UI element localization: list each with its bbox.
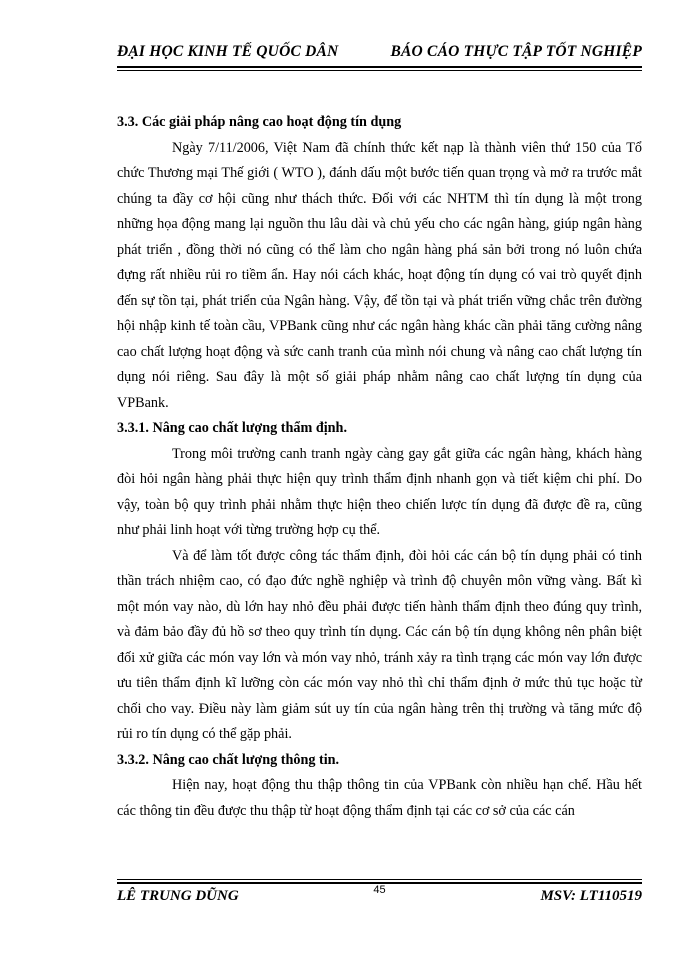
header-report-title: BÁO CÁO THỰC TẬP TỐT NGHIỆP — [390, 43, 642, 60]
paragraph: Trong môi trường canh tranh ngày càng gay gắt giữa các ngân hàng, khách hàng đòi hỏi ngân hàng phải thực hiện quy trình thẩm định nhanh gọn và tiết kiệm chi phí. Do vậy, toàn bộ quy trình phải nhằm thực hiện theo chiến lược tín dụng đã được đề ra, cũng như phải linh hoạt với từng trường hợp cụ thể. — [117, 445, 642, 538]
section-heading-3-3-2: 3.3.2. Nâng cao chất lượng thông tin. — [117, 751, 340, 768]
footer-student-id: MSV: LT110519 — [540, 887, 642, 904]
page-header — [117, 40, 642, 64]
document-body — [117, 110, 642, 824]
footer-author: LÊ TRUNG DŨNG — [117, 887, 239, 904]
paragraph: Và để làm tốt được công tác thẩm định, đòi hỏi các cán bộ tín dụng phải có tinh thần trách nhiệm cao, có đạo đức nghề nghiệp và trình độ chuyên môn vững vàng. Bất kì một món vay nào, dù lớn hay nhỏ đều phải được tiến hành thẩm định theo đúng quy trình, và đảm bảo đầy đủ hồ sơ theo quy trình tín dụng. Các cán bộ tín dụng không nên phân biệt đối xử giữa các món vay lớn và món vay nhỏ, tránh xảy ra tình trạng các món vay lớn được ưu tiên thẩm định kĩ lưỡng còn các món vay nhỏ thì chỉ thẩm định ở mức thủ tục hoặc từ chối cho vay. Điều này làm giảm sút uy tín của ngân hàng trên thị trường và tăng mức độ rủi ro tín dụng có thể gặp phải. — [117, 547, 642, 742]
page-footer — [117, 885, 642, 907]
header-rule-thin — [117, 70, 642, 71]
paragraph: Hiện nay, hoạt động thu thập thông tin của VPBank còn nhiều hạn chế. Hầu hết các thông tin đều được thu thập từ hoạt động thẩm định tại các cơ sở của các cán — [117, 777, 642, 819]
section-heading-3-3-1: 3.3.1. Nâng cao chất lượng thẩm định. — [117, 420, 347, 436]
header-rule-thick — [117, 66, 642, 68]
header-university: ĐẠI HỌC KINH TẾ QUỐC DÂN — [117, 43, 339, 60]
paragraph: Ngày 7/11/2006, Việt Nam đã chính thức kết nạp là thành viên thứ 150 của Tổ chức Thương mại Thế giới ( WTO ), đánh dấu một bước tiến quan trọng và mở ra trước mắt chúng ta đầy cơ hội cũng như thách thức. Đối với các NHTM thì tín dụng là một trong những họa động mang lại nguồn thu lâu dài và chủ yếu cho các ngân hàng, giúp ngân hàng phát triển , đồng thời nó cũng có thể làm cho ngân hàng phá sản bởi trong nó luôn chứa đựng rất nhiều rủi ro tiềm ẩn. Hay nói cách khác, hoạt động tín dụng có vai trò quyết định đến sự tồn tại, phát triển của Ngân hàng. Vậy, để tồn tại và phát triển vững chắc trên đường hội nhập kinh tế toàn cầu, VPBank cũng như các ngân hàng khác cần phải tăng cường nâng cao chất lượng hoạt động và sức canh tranh của mình nói chung và nâng cao chất lượng tín dụng nói riêng. Sau đây là một số giải pháp nhằm nâng cao chất lượng tín dụng của VPBank. — [117, 139, 642, 411]
page-number: 45 — [373, 884, 386, 896]
section-heading-3-3: 3.3. Các giải pháp nâng cao hoạt động tín dụng — [117, 114, 402, 130]
footer-rule-thin — [117, 879, 642, 880]
